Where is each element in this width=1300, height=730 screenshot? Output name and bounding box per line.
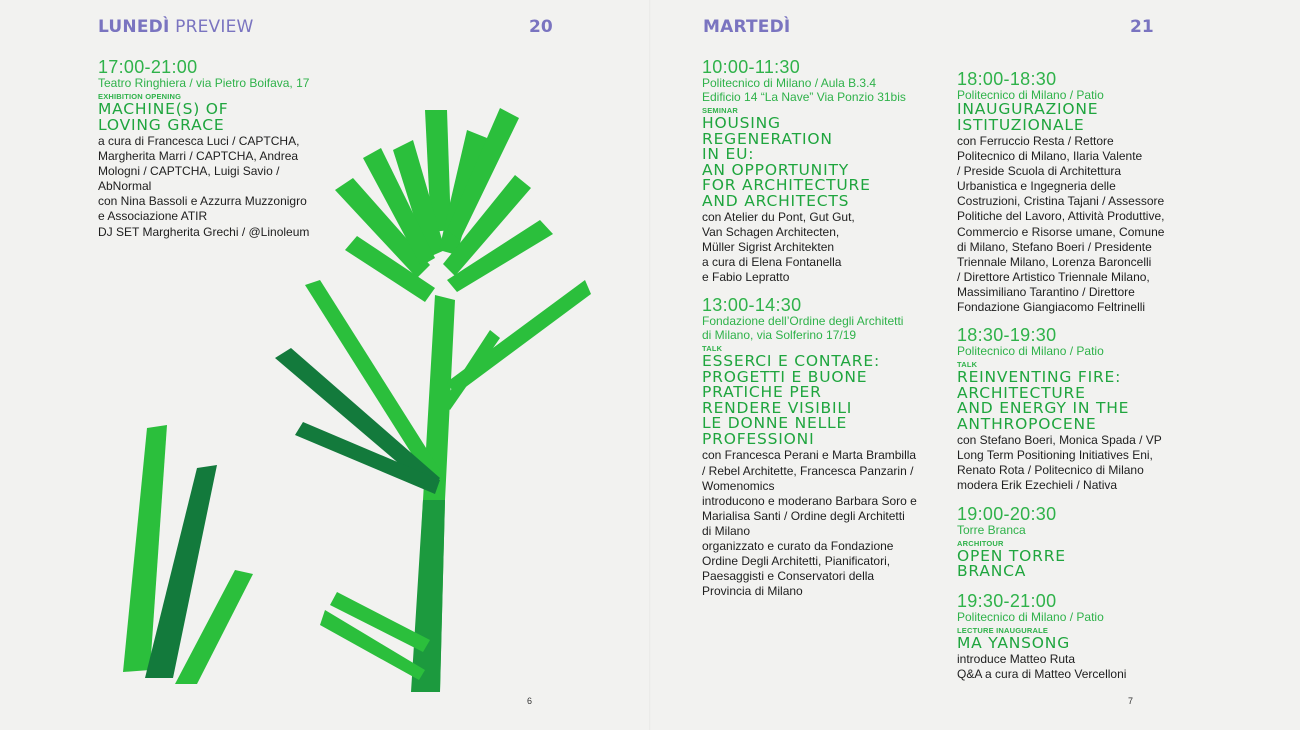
event-title-line: ISTITUZIONALE [957, 115, 1085, 134]
left-date-number: 20 [529, 17, 553, 37]
event-block [702, 296, 942, 598]
event-title-line: OPEN TORRE [957, 546, 1066, 565]
left-day-header [98, 17, 254, 37]
event-description-line: Urbanistica e Ingegneria delle [957, 179, 1116, 194]
event-description-line: con Stefano Boeri, Monica Spada / VP [957, 433, 1162, 448]
event-description-line: Womenomics [702, 478, 775, 493]
event-title-line: ANTHROPOCENE [957, 414, 1097, 433]
event-title-line: REGENERATION [702, 129, 833, 148]
event-title-line: AND ENERGY IN THE [957, 399, 1130, 418]
event-title-line: ARCHITECTURE [957, 383, 1086, 402]
event-description-line: organizzato e curato da Fondazione [702, 539, 894, 554]
event-category: TALK [702, 344, 723, 354]
event-category: SEMINAR [702, 106, 738, 115]
plant-flower-cluster [335, 108, 553, 302]
event-description-line: AbNormal [98, 179, 152, 194]
event-description-line: Costruzioni, Cristina Tajani / Assessore [957, 194, 1165, 209]
event-description-line: e Associazione ATIR [98, 209, 208, 224]
event-title-line: MACHINE(S) OF [98, 100, 229, 118]
event-description-line: / Direttore Artistico Triennale Milano, [957, 269, 1150, 284]
event-description-line: Provincia di Milano [702, 584, 803, 599]
event-time: 19:00-20:30 [957, 503, 1057, 524]
event-description-line: con Atelier du Pont, Gut Gut, [702, 210, 855, 224]
right-events-column-2 [957, 70, 1197, 693]
event-title-line: FOR ARCHITECTURE [702, 176, 871, 194]
event-title-line: AN OPPORTUNITY [702, 160, 849, 179]
event-venue-line: Politecnico di Milano / Patio [957, 88, 1104, 102]
event-category: ARCHITOUR [957, 538, 1004, 548]
event-title-line: PROFESSIONI [702, 429, 815, 448]
event-title-line: IN EU: [702, 145, 755, 163]
plant-grass [123, 425, 253, 684]
event-block [957, 592, 1197, 682]
event-title-line: RENDERE VISIBILI [702, 398, 853, 417]
event-title-line: PROGETTI E BUONE [702, 367, 868, 386]
event-description-line: introduce Matteo Ruta [957, 652, 1076, 666]
event-venue-line: Politecnico di Milano / Patio [957, 609, 1104, 624]
event-title-line: BRANCA [957, 562, 1027, 580]
event-description-line: Politecnico di Milano, Ilaria Valente [957, 149, 1143, 164]
event-description-line: Q&A a cura di Matteo Vercelloni [957, 667, 1127, 682]
right-day-label: MARTEDÌ [703, 17, 791, 37]
event-block [702, 58, 942, 284]
event-venue-line: Politecnico di Milano / Aula B.3.4 [702, 76, 877, 90]
event-description-line: con Ferruccio Resta / Rettore [957, 134, 1114, 148]
event-block [957, 505, 1197, 580]
event-title-line: INAUGURAZIONE [957, 100, 1099, 118]
green-plant-illustration [95, 80, 605, 700]
plant-stem [411, 295, 455, 692]
event-title-line: PRATICHE PER [702, 383, 822, 402]
event-title-line: ESSERCI E CONTARE: [702, 352, 880, 371]
event-description-line: Triennale Milano, Lorenza Baroncelli [957, 254, 1152, 269]
event-title-line: AND ARCHITECTS [702, 191, 850, 210]
right-page-number: 7 [1128, 696, 1134, 706]
right-events-column-1 [702, 58, 942, 610]
event-block [957, 70, 1197, 314]
event-venue-line: Torre Branca [957, 522, 1026, 537]
left-day-label: LUNEDÌ [98, 17, 170, 37]
event-description-line: con Nina Bassoli e Azzurra Muzzonigro [98, 194, 307, 209]
event-title-line: REINVENTING FIRE: [957, 368, 1122, 387]
event-description-line: Massimiliano Tarantino / Direttore [957, 284, 1135, 299]
event-time: 19:30-21:00 [957, 590, 1057, 611]
event-description-line: e Fabio Lepratto [702, 270, 790, 285]
event-description-line: Paesaggisti e Conservatori della [702, 569, 875, 584]
event-time: 13:00-14:30 [702, 295, 802, 316]
event-description-line: modera Erik Ezechieli / Nativa [957, 478, 1118, 493]
event-description-line: / Preside Scuola di Architettura [957, 164, 1122, 179]
event-title-line: MA YANSONG [957, 633, 1071, 652]
event-description-line: Renato Rota / Politecnico di Milano [957, 463, 1144, 478]
event-description-line: Ordine Degli Architetti, Pianificatori, [702, 554, 891, 569]
event-description-line: Marialisa Santi / Ordine degli Architetti [702, 508, 905, 523]
event-title-line: HOUSING [702, 114, 781, 132]
spread-gutter [649, 0, 651, 730]
event-description-line: con Francesca Perani e Marta Brambilla [702, 448, 917, 463]
event-description-line: di Milano, Stefano Boeri / Presidente [957, 239, 1152, 254]
event-venue-line: Politecnico di Milano / Patio [957, 344, 1104, 359]
event-description-line: introducono e moderano Barbara Soro e [702, 493, 917, 508]
event-description-line: Fondazione Giangiacomo Feltrinelli [957, 300, 1146, 315]
event-category: EXHIBITION OPENING [98, 92, 182, 101]
event-block [957, 326, 1197, 492]
event-venue-line: Fondazione dell’Ordine degli Architetti [702, 314, 904, 329]
event-description-line: Politiche del Lavoro, Attività Produttive, [957, 209, 1165, 224]
event-category: TALK [957, 360, 978, 370]
right-date-number: 21 [1130, 17, 1154, 37]
event-title-line: LOVING GRACE [98, 115, 225, 134]
event-description-line: Müller Sigrist Architekten [702, 240, 835, 255]
left-page-number: 6 [527, 696, 533, 706]
event-time: 18:30-19:30 [957, 325, 1057, 346]
event-description-line: Van Schagen Architecten, [702, 225, 840, 240]
event-description-line: Margherita Marri / CAPTCHA, Andrea [98, 149, 299, 164]
event-time: 10:00-11:30 [702, 57, 801, 77]
event-description-line: Mologni / CAPTCHA, Luigi Savio / [98, 164, 280, 179]
event-venue: Teatro Ringhiera / via Pietro Boifava, 17 [98, 76, 310, 90]
event-description-line: DJ SET Margherita Grechi / @Linoleum [98, 224, 310, 239]
event-time: 18:00-18:30 [957, 69, 1057, 89]
event-description-line: a cura di Francesca Luci / CAPTCHA, [98, 134, 300, 148]
left-day-suffix: PREVIEW [175, 17, 254, 37]
event-description-line: a cura di Elena Fontanella [702, 255, 842, 270]
event-venue-line: Edificio 14 “La Nave” Via Ponzio 31bis [702, 90, 906, 104]
event-description-line: / Rebel Architette, Francesca Panzarin / [702, 463, 914, 478]
event-title-line: LE DONNE NELLE [702, 414, 848, 433]
event-venue-line: di Milano, via Solferino 17/19 [702, 328, 857, 343]
event-category: LECTURE INAUGURALE [957, 625, 1049, 635]
right-day-header [703, 17, 790, 37]
event-description-line: Long Term Positioning Initiatives Eni, [957, 448, 1153, 463]
event-description-line: Commercio e Risorse umane, Comune [957, 224, 1165, 239]
event-description-line: di Milano [702, 523, 751, 538]
event-time: 17:00-21:00 [98, 57, 198, 77]
